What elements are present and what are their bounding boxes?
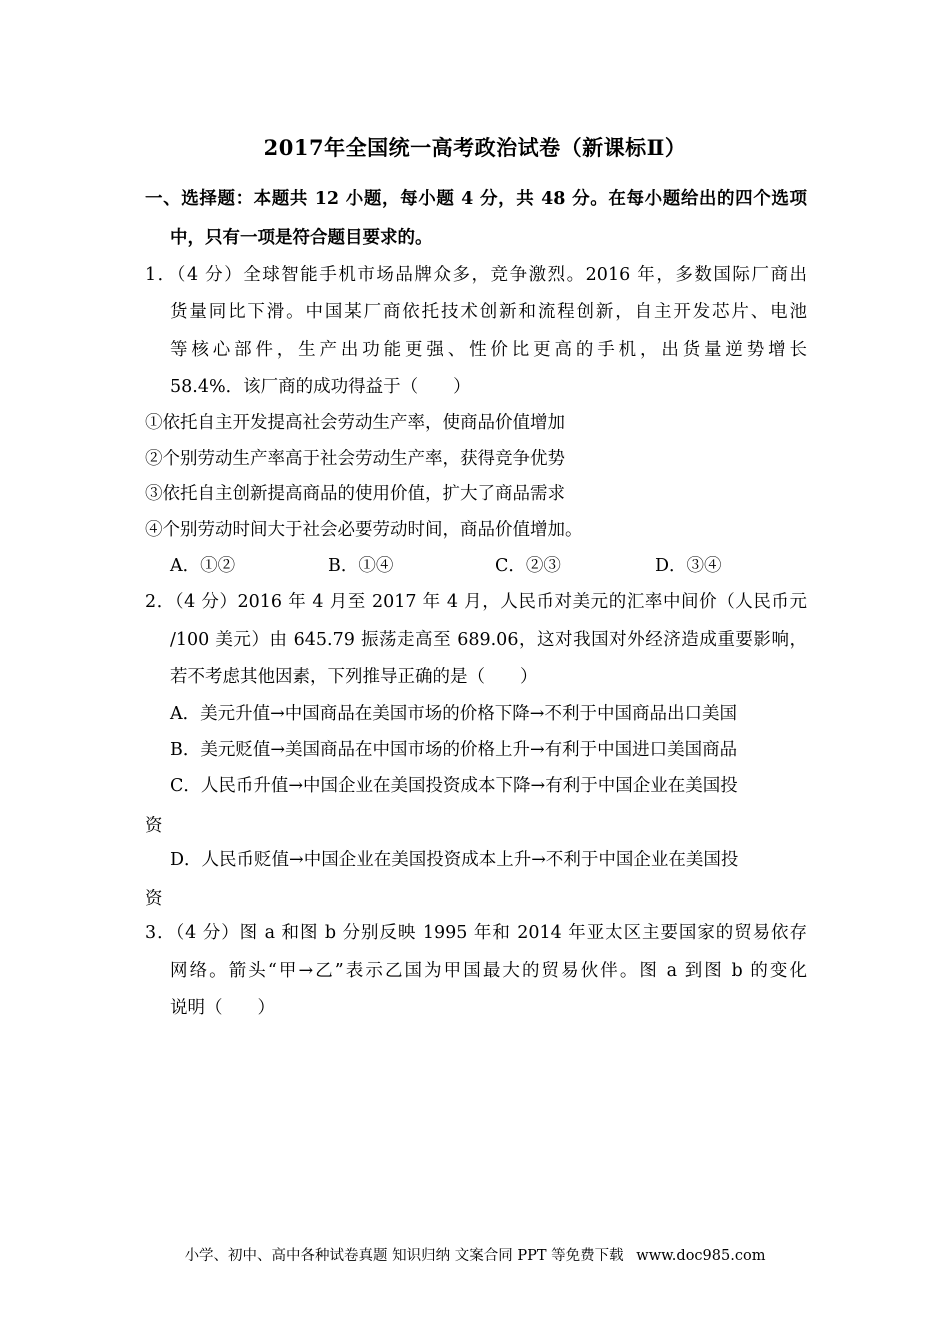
q1-statement-4: ④个别劳动时间大于社会必要劳动时间，商品价值增加。 <box>145 520 583 540</box>
q2-option-a: A．美元升值→中国商品在美国市场的价格下降→不利于中国商品出口美国 <box>170 704 737 724</box>
q2-stem-line-3: 若不考虑其他因素，下列推导正确的是（ ） <box>170 667 538 687</box>
section-heading-line-1: 一、选择题：本题共 12 小题，每小题 4 分，共 48 分。在每小题给出的四个选项 <box>145 189 807 209</box>
q1-option-b: B．①④ <box>328 556 394 576</box>
q2-option-c-line-2: 资 <box>145 816 163 836</box>
q3-stem-line-3: 说明（ ） <box>170 998 275 1018</box>
footer-text: 小学、初中、高中各种试卷真题 知识归纳 文案合同 PPT 等免费下载 <box>184 1248 624 1264</box>
page-footer <box>0 1244 950 1265</box>
page-title: 2017年全国统一高考政治试卷（新课标Ⅱ） <box>263 135 687 160</box>
q1-stem-line-2: 货量同比下滑。中国某厂商依托技术创新和流程创新，自主开发芯片、电池 <box>170 302 807 322</box>
q1-option-c: C．②③ <box>495 556 561 576</box>
q1-statement-2: ②个别劳动生产率高于社会劳动生产率，获得竞争优势 <box>145 449 565 469</box>
q1-stem-line-3: 等核心部件，生产出功能更强、性价比更高的手机，出货量逆势增长 <box>170 340 807 360</box>
q2-stem-line-1: 2．（4 分）2016 年 4 月至 2017 年 4 月，人民币对美元的汇率中间价（人民币元 <box>145 592 807 612</box>
footer-link[interactable]: www.doc985.com <box>636 1248 766 1264</box>
q1-option-d: D．③④ <box>655 556 722 576</box>
q2-option-d-line-1: D．人民币贬值→中国企业在美国投资成本上升→不利于中国企业在美国投 <box>170 850 739 870</box>
q1-stem-line-1: 1．（4 分）全球智能手机市场品牌众多，竞争激烈。2016 年，多数国际厂商出 <box>145 265 807 285</box>
q1-stem-line-4: 58.4%．该厂商的成功得益于（ ） <box>170 377 471 397</box>
q2-option-d-line-2: 资 <box>145 889 163 909</box>
q3-stem-line-1: 3．（4 分）图 a 和图 b 分别反映 1995 年和 2014 年亚太区主要国家的贸易依存 <box>145 923 807 943</box>
q3-stem-line-2: 网络。箭头“甲→乙”表示乙国为甲国最大的贸易伙伴。图 a 到图 b 的变化 <box>170 961 807 981</box>
section-heading-line-2: 中，只有一项是符合题目要求的。 <box>170 228 433 248</box>
q1-option-a: A．①② <box>170 556 236 576</box>
q1-statement-3: ③依托自主创新提高商品的使用价值，扩大了商品需求 <box>145 484 565 504</box>
q2-option-b: B．美元贬值→美国商品在中国市场的价格上升→有利于中国进口美国商品 <box>170 740 738 760</box>
q2-stem-line-2: /100 美元）由 645.79 振荡走高至 689.06，这对我国对外经济造成重要影响， <box>170 630 807 650</box>
q2-option-c-line-1: C．人民币升值→中国企业在美国投资成本下降→有利于中国企业在美国投 <box>170 776 738 796</box>
q1-statement-1: ①依托自主开发提高社会劳动生产率，使商品价值增加 <box>145 413 565 433</box>
